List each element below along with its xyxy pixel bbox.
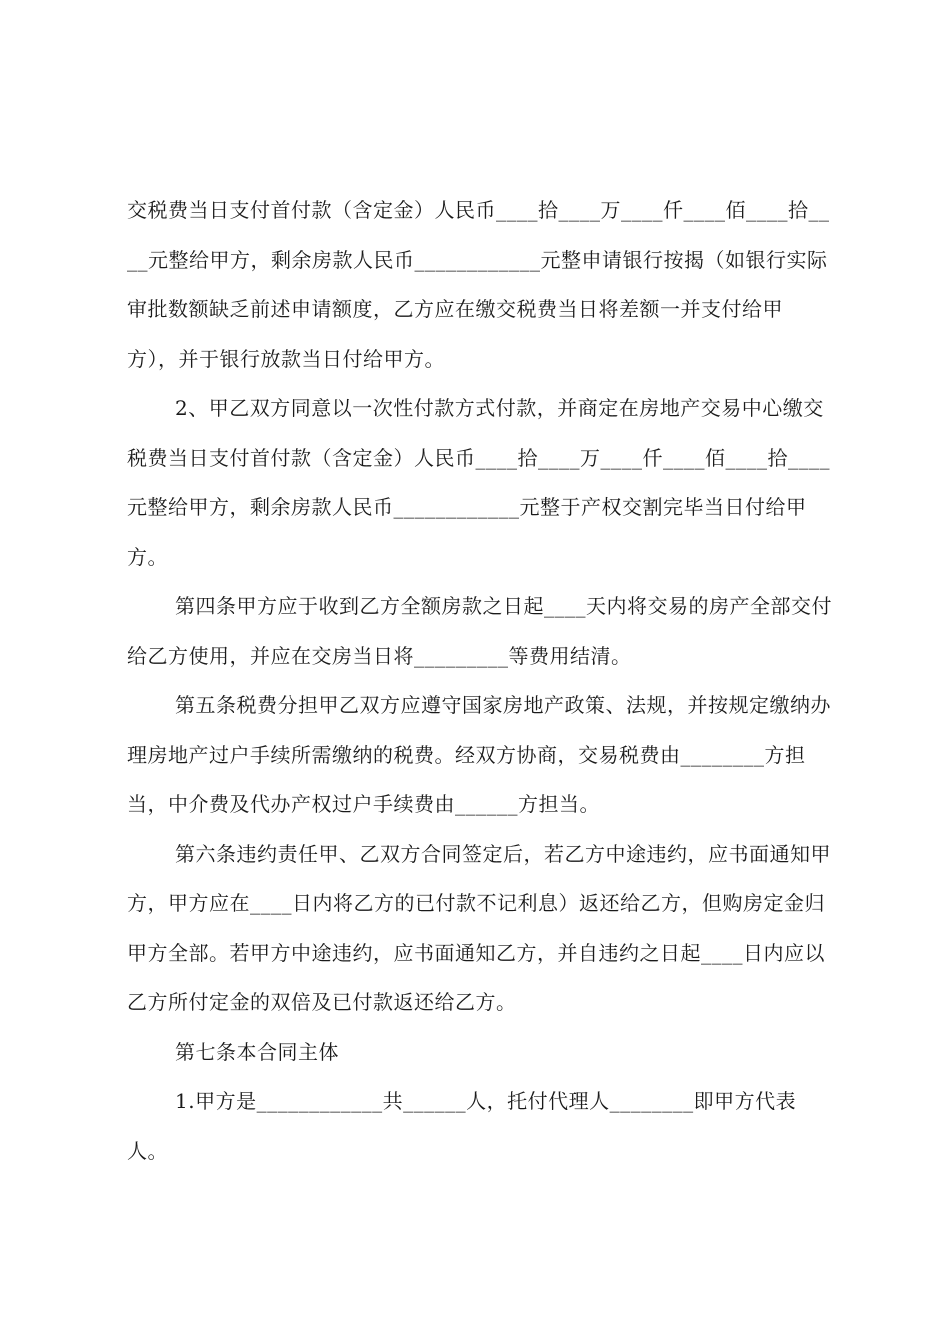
paragraph-article-4: 第四条甲方应于收到乙方全额房款之日起____天内将交易的房产全部交付给乙方使用，并应在交房当日将_________等费用结清。: [127, 594, 832, 668]
paragraph-payment-mortgage: 交税费当日支付首付款（含定金）人民币____拾____万____仟____佰____拾____元整给甲方，剩余房款人民币____________元整申请银行按揭（如银行实际审批数额缺乏前述申请额度，乙方应在缴交税费当日将差额一并支付给甲方），并于银行放款当日付给甲方。: [127, 198, 830, 371]
paragraph-article-6: 第六条违约责任甲、乙双方合同签定后，若乙方中途违约，应书面通知甲方，甲方应在____日内将乙方的已付款不记利息）返还给乙方，但购房定金归甲方全部。若甲方中途违约，应书面通知乙方，并自违约之日起____日内应以乙方所付定金的双倍及已付款返还给乙方。: [127, 841, 831, 1014]
contract-body: [127, 186, 833, 1176]
paragraph-article-5: 第五条税费分担甲乙双方应遵守国家房地产政策、法规，并按规定缴纳办理房地产过户手续所需缴纳的税费。经双方协商，交易税费由________方担当，中介费及代办产权过户手续费由______方担当。: [127, 693, 831, 816]
paragraph-article-7-heading: 第七条本合同主体: [175, 1039, 339, 1064]
paragraph-lump-sum-payment: 2、甲乙双方同意以一次性付款方式付款，并商定在房地产交易中心缴交税费当日支付首付款（含定金）人民币____拾____万____仟____佰____拾____元整给甲方，剩余房款人民币____________元整于产权交割完毕当日付给甲方。: [127, 396, 830, 569]
paragraph-party-a: 1.甲方是____________共______人，托付代理人________即甲方代表人。: [127, 1089, 797, 1163]
